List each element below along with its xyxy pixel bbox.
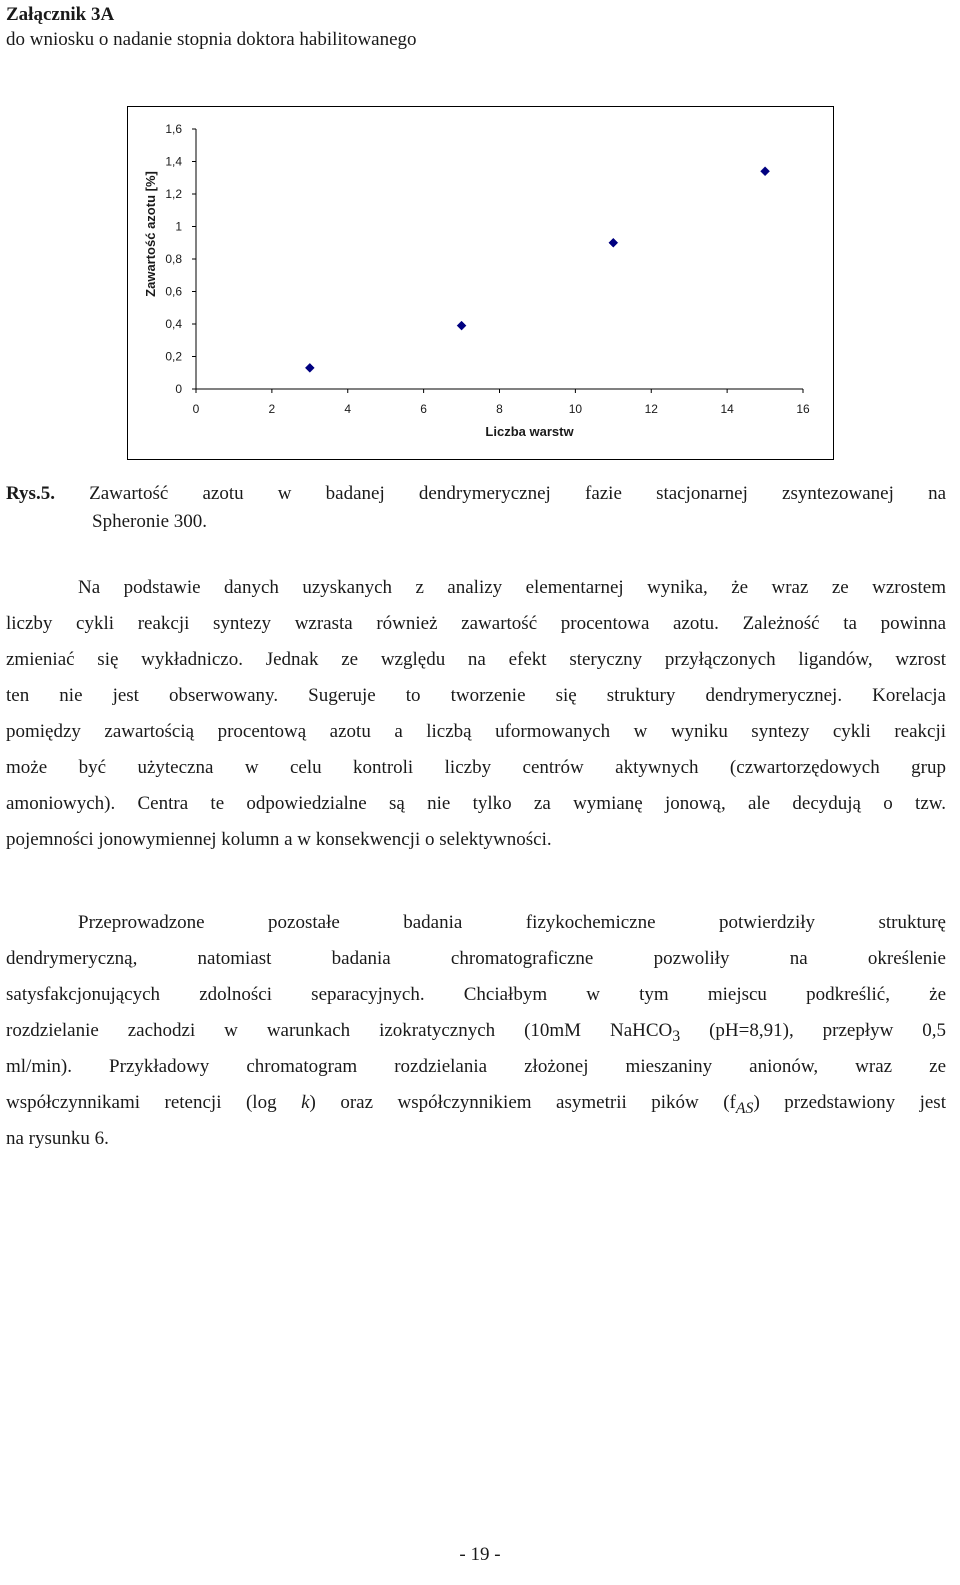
paragraph-line: dendrymeryczną, natomiast badania chromatograficzne pozwoliły na określenie xyxy=(6,948,946,969)
paragraph-line xyxy=(6,1013,946,1049)
paragraph-line: Na podstawie danych uzyskanych z analizy elementarnej wynika, że wraz ze wzrostem xyxy=(78,577,946,598)
page-number: - 19 - xyxy=(459,1544,501,1565)
scatter-chart xyxy=(128,107,833,459)
italic-subscript: AS xyxy=(735,1099,754,1117)
paragraph-line: pojemności jonowymiennej kolumn a w konsekwencji o selektywności. xyxy=(6,829,552,850)
paragraph-1 xyxy=(6,570,946,858)
paragraph-line: liczby cykli reakcji syntezy wzrasta również zawartość procentowa azotu. Zależność ta powinna xyxy=(6,613,946,634)
x-tick-label: 6 xyxy=(420,402,427,416)
y-tick-label: 1,6 xyxy=(165,122,182,136)
x-tick-label: 8 xyxy=(496,402,503,416)
paragraph-line: satysfakcjonujących zdolności separacyjnych. Chciałbym w tym miejscu podkreślić, że xyxy=(6,984,946,1005)
data-point xyxy=(457,321,466,330)
x-tick-label: 4 xyxy=(344,402,352,416)
paragraph-line: zmieniać się wykładniczo. Jednak ze względu na efekt steryczny przyłączonych ligandów, wzrost xyxy=(6,649,946,670)
x-tick-label: 2 xyxy=(268,402,276,416)
y-tick-label: 1 xyxy=(175,219,182,234)
paragraph-line: pomiędzy zawartością procentową azotu a liczbą uformowanych w wyniku syntezy cykli reakcji xyxy=(6,721,946,742)
y-tick-label: 0,2 xyxy=(165,349,182,364)
paragraph-2 xyxy=(6,905,946,1157)
y-axis-title: Zawartość azotu [%] xyxy=(143,171,158,297)
italic-k: k xyxy=(301,1092,310,1113)
caption-label: Rys.5. xyxy=(6,483,55,504)
x-axis-title: Liczba warstw xyxy=(485,424,574,439)
subscript xyxy=(736,1100,754,1117)
data-point xyxy=(305,363,314,372)
y-tick-label: 0,6 xyxy=(165,284,182,299)
data-point xyxy=(609,238,618,247)
y-tick-label: 1,4 xyxy=(165,154,182,169)
y-tick-label: 0,4 xyxy=(165,317,182,331)
x-tick-label: 12 xyxy=(644,402,658,416)
chart-frame xyxy=(127,106,834,460)
paragraph-line: ten nie jest obserwowany. Sugeruje to tworzenie się struktury dendrymerycznej. Korelacja xyxy=(6,685,946,706)
text-span: rozdzielanie zachodzi w warunkach izokratycznych (10mM NaHCO xyxy=(6,1020,673,1041)
paragraph-line xyxy=(6,1085,946,1121)
x-tick-label: 10 xyxy=(568,402,583,416)
data-point xyxy=(761,167,770,176)
subscript: 3 xyxy=(672,1027,681,1045)
paragraph-line: ml/min). Przykładowy chromatogram rozdzielania złożonej mieszaniny anionów, wraz ze xyxy=(6,1056,946,1077)
x-tick-label: 0 xyxy=(192,402,200,416)
text-span: współczynnikami retencji (log xyxy=(6,1092,302,1113)
y-tick-label: 0,8 xyxy=(165,252,182,266)
caption-text-line1: Zawartość azotu w badanej dendrymerycznej fazie stacjonarnej zsyntezowanej na xyxy=(89,483,947,504)
text-span: ) oraz współczynnikiem asymetrii pików (f xyxy=(309,1092,736,1113)
y-tick-label: 1,2 xyxy=(165,187,182,201)
paragraph-line: na rysunku 6. xyxy=(6,1128,109,1149)
figure-caption xyxy=(6,480,946,536)
document-title: Załącznik 3A xyxy=(6,4,115,25)
y-tick-label: 0 xyxy=(175,382,182,396)
document-subtitle: do wniosku o nadanie stopnia doktora habilitowanego xyxy=(6,29,417,50)
caption-text-line2: Spheronie 300. xyxy=(92,511,208,532)
paragraph-line: Przeprowadzone pozostałe badania fizykochemiczne potwierdziły strukturę xyxy=(78,912,946,933)
paragraph-line: może być użyteczna w celu kontroli liczby centrów aktywnych (czwartorzędowych grup xyxy=(6,757,946,778)
text-span: (pH=8,91), przepływ 0,5 xyxy=(680,1020,946,1041)
paragraph-line: amoniowych). Centra te odpowiedzialne są nie tylko za wymianę jonową, ale decydują o tzw. xyxy=(6,793,946,814)
text-span: ) przedstawiony jest xyxy=(753,1092,946,1113)
x-tick-label: 14 xyxy=(720,402,734,416)
x-tick-label: 16 xyxy=(796,402,810,416)
